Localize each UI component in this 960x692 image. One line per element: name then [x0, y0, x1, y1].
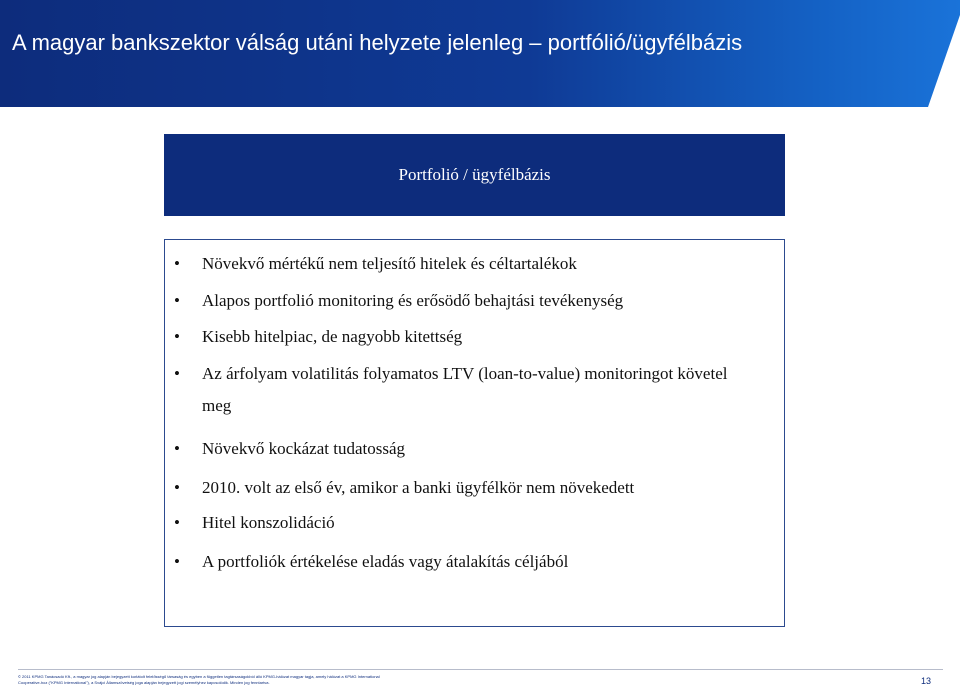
section-title: Portfolió / ügyfélbázis	[398, 165, 551, 184]
bullet-item: • A portfoliók értékelése eladás vagy átalakítás céljából	[202, 546, 742, 578]
footer-copyright	[18, 674, 718, 686]
content-box	[164, 239, 785, 627]
bullet-item: • Kisebb hitelpiac, de nagyobb kitettség	[202, 321, 742, 353]
bullet-item: • Növekvő kockázat tudatosság	[202, 433, 742, 465]
bullet-item: • Alapos portfolió monitoring és erősödő behajtási tevékenység	[202, 285, 742, 317]
section-title-box	[164, 134, 785, 216]
bullet-item: • Az árfolyam volatilitás folyamatos LTV (loan-to-value) monitoringot követel meg	[202, 358, 742, 422]
footer-line-2: Cooperative-hoz ("KPMG International"), a Svájci Államszövetség joga alapján bejegyzett jogi személyhez kapcsolódik. Minden jog fenntartva.	[18, 680, 270, 685]
footer-divider	[18, 669, 943, 670]
header-banner	[0, 0, 960, 107]
page-number: 13	[921, 676, 932, 686]
bullet-item: • Hitel konszolidáció	[202, 507, 742, 539]
bullet-item: • 2010. volt az első év, amikor a banki ügyfélkör nem növekedett	[202, 472, 742, 504]
bullet-item: • Növekvő mértékű nem teljesítő hitelek és céltartalékok	[202, 248, 742, 280]
footer-line-1: © 2011 KPMG Tanácsadó Kft., a magyar jog alapján bejegyzett korlátolt felelősségű társaság és egyben a független tagtársaságokból álló KPMG-hálózat magyar tagja, amely hálózat a KPMG International	[18, 674, 380, 679]
page-title: A magyar bankszektor válság utáni helyzete jelenleg – portfólió/ügyfélbázis	[12, 30, 743, 55]
